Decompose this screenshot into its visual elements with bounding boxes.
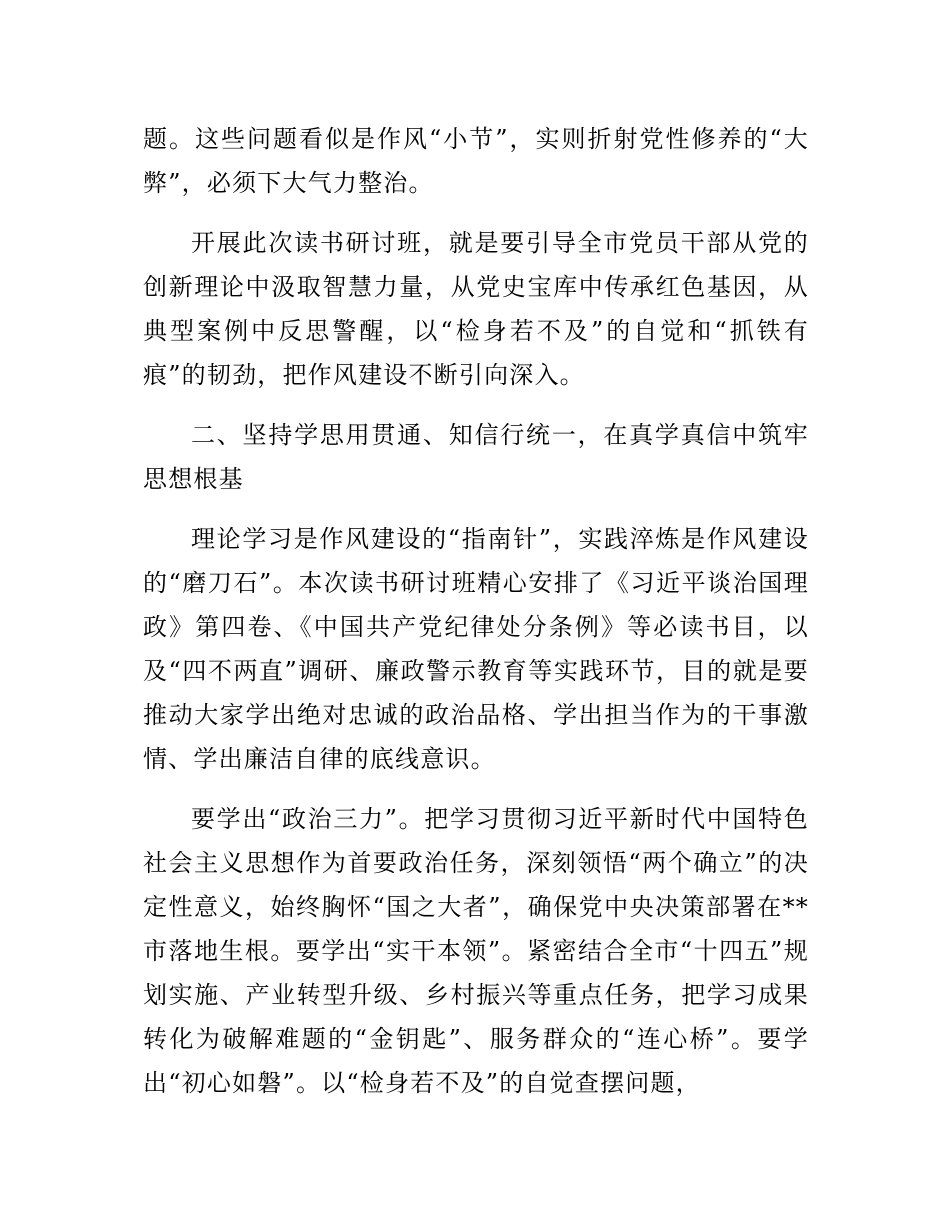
document-page (143, 117, 809, 1105)
paragraph-3: 理论学习是作风建设的“指南针”，实践淬炼是作风建设的“磨刀石”。本次读书研讨班精心安排了《习近平谈治国理政》第四卷、《中国共产党纪律处分条例》等必读书目，以及“四不两直”调研、廉政警示教育等实践环节，目的就是要推动大家学出绝对忠诚的政治品格、学出担当作为的干事激情、学出廉洁自律的底线意识。 (143, 525, 809, 773)
paragraph-2: 开展此次读书研讨班，就是要引导全市党员干部从党的创新理论中汲取智慧力量，从党史宝库中传承红色基因，从典型案例中反思警醒，以“检身若不及”的自觉和“抓铁有痕”的韧劲，把作风建设不断引向深入。 (143, 229, 809, 389)
paragraph-1: 题。这些问题看似是作风“小节”，实则折射党性修养的“大弊”，必须下大气力整治。 (143, 125, 809, 197)
paragraph-4: 要学出“政治三力”。把学习贯彻习近平新时代中国特色社会主义思想作为首要政治任务，深刻领悟“两个确立”的决定性意义，始终胸怀“国之大者”，确保党中央决策部署在**市落地生根。要学出“实干本领”。紧密结合全市“十四五”规划实施、产业转型升级、乡村振兴等重点任务，把学习成果转化为破解难题的“金钥匙”、服务群众的“连心桥”。要学出“初心如磐”。以“检身若不及”的自觉查摆问题， (143, 805, 809, 1097)
section-heading-2: 二、坚持学思用贯通、知信行统一，在真学真信中筑牢思想根基 (143, 421, 809, 493)
